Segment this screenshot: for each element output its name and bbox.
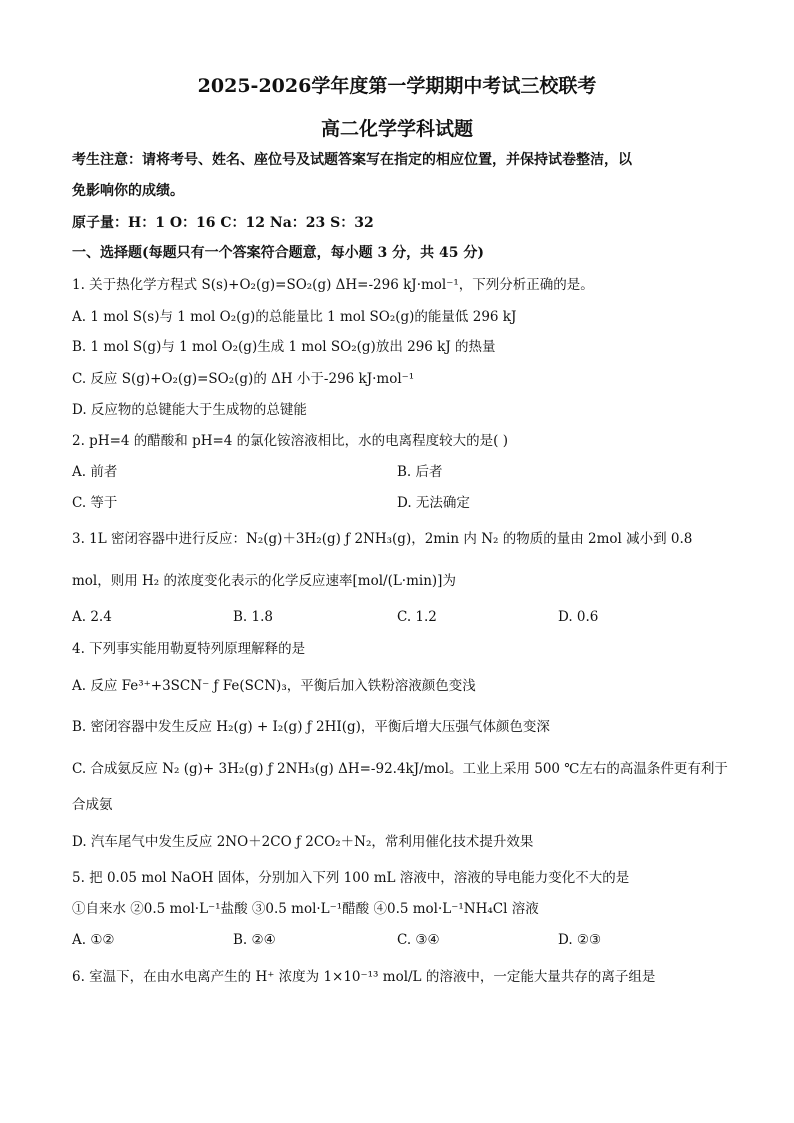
q1-option-a: A. 1 mol S(s)与 1 mol O₂(g)的总能量比 1 mol SO₂(g)的能量低 296 kJ: [72, 309, 517, 325]
q4-stem: 4. 下列事实能用勒夏特列原理解释的是: [72, 641, 306, 657]
q3-option-a: A. 2.4: [72, 609, 112, 625]
q4-option-d: D. 汽车尾气中发生反应 2NO＋2CO ƒ 2CO₂＋N₂，常利用催化技术提升效果: [72, 834, 534, 850]
q6-stem: 6. 室温下，在由水电离产生的 H⁺ 浓度为 1×10⁻¹³ mol/L 的溶液中，一定能大量共存的离子组是: [72, 969, 656, 985]
q3-option-d: D. 0.6: [558, 609, 599, 625]
q4-option-a: A. 反应 Fe³⁺+3SCN⁻ ƒ Fe(SCN)₃，平衡后加入铁粉溶液颜色变浅: [72, 678, 476, 694]
q4-option-b: B. 密闭容器中发生反应 H₂(g) + I₂(g) ƒ 2HI(g)，平衡后增大压强气体颜色变深: [72, 719, 550, 735]
q2-option-c: C. 等于: [72, 495, 118, 511]
section-heading: 一、选择题(每题只有一个答案符合题意，每小题 3 分，共 45 分): [72, 245, 484, 261]
q3-stem-line-1: 3. 1L 密闭容器中进行反应：N₂(g)＋3H₂(g) ƒ 2NH₃(g)，2min 内 N₂ 的物质的量由 2mol 减小到 0.8: [72, 531, 693, 547]
q5-items: ①自来水 ②0.5 mol·L⁻¹盐酸 ③0.5 mol·L⁻¹醋酸 ④0.5 mol·L⁻¹NH₄Cl 溶液: [72, 901, 539, 917]
q4-option-c-line-2: 合成氨: [72, 797, 113, 813]
q1-option-c: C. 反应 S(g)+O₂(g)=SO₂(g)的 ΔH 小于-296 kJ·mol⁻¹: [72, 371, 415, 387]
q2-option-d: D. 无法确定: [397, 495, 470, 511]
q3-option-b: B. 1.8: [233, 609, 273, 625]
q2-option-b: B. 后者: [397, 464, 443, 480]
q1-option-b: B. 1 mol S(g)与 1 mol O₂(g)生成 1 mol SO₂(g)放出 296 kJ 的热量: [72, 339, 496, 355]
q5-option-c: C. ③④: [397, 932, 440, 948]
q1-option-d: D. 反应物的总键能大于生成物的总键能: [72, 402, 307, 418]
exam-title: 2025-2026学年度第一学期期中考试三校联考: [197, 75, 597, 97]
notice-line-2: 免影响你的成绩。: [72, 183, 184, 199]
notice-line-1: 考生注意：请将考号、姓名、座位号及试题答案写在指定的相应位置，并保持试卷整洁，以: [72, 152, 632, 168]
q1-stem: 1. 关于热化学方程式 S(s)+O₂(g)=SO₂(g) ΔH=-296 kJ·mol⁻¹，下列分析正确的是。: [72, 277, 594, 293]
q3-stem-line-2: mol，则用 H₂ 的浓度变化表示的化学反应速率[mol/(L·min)]为: [72, 573, 456, 589]
q2-option-a: A. 前者: [72, 464, 118, 480]
q5-option-a: A. ①②: [72, 932, 115, 948]
atomic-mass: 原子量：H：1 O：16 C：12 Na：23 S：32: [72, 215, 374, 231]
q5-option-d: D. ②③: [558, 932, 602, 948]
exam-subtitle: 高二化学学科试题: [320, 118, 473, 140]
q4-option-c-line-1: C. 合成氨反应 N₂ (g)+ 3H₂(g) ƒ 2NH₃(g) ΔH=-92.4kJ/mol。工业上采用 500 ℃左右的高温条件更有利于: [72, 761, 728, 777]
q5-option-b: B. ②④: [233, 932, 276, 948]
q2-stem: 2. pH=4 的醋酸和 pH=4 的氯化铵溶液相比，水的电离程度较大的是( ): [72, 433, 509, 449]
q3-option-c: C. 1.2: [397, 609, 437, 625]
q5-stem: 5. 把 0.05 mol NaOH 固体，分别加入下列 100 mL 溶液中，溶液的导电能力变化不大的是: [72, 870, 630, 886]
